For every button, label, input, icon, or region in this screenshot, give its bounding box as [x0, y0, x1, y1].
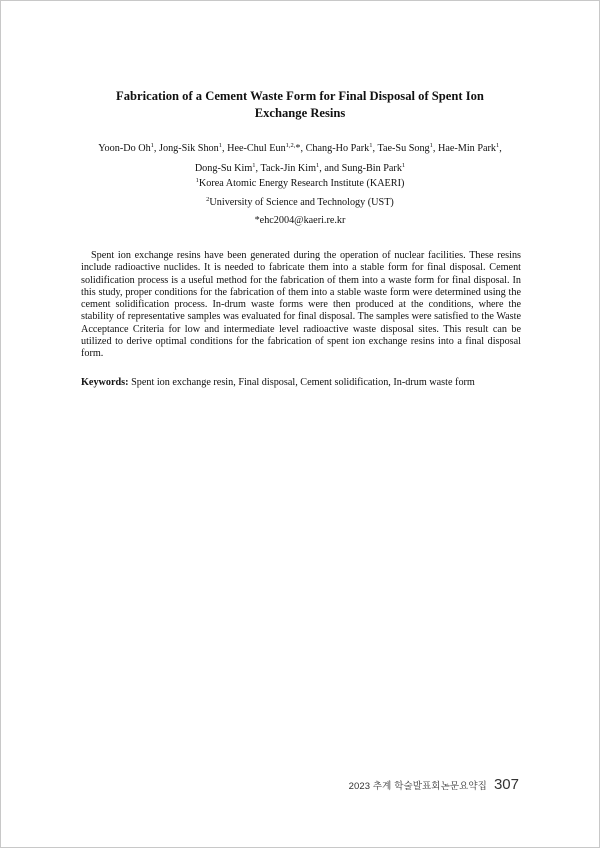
- keywords-text: Spent ion exchange resin, Final disposal, Cement solidification, In-drum waste form: [131, 377, 475, 388]
- author: Chang-Ho Park$^1$,: [305, 142, 378, 154]
- keywords: [81, 377, 521, 389]
- page-number: 307: [493, 776, 519, 793]
- paper-title: Fabrication of a Cement Waste Form for Final Disposal of Spent Ion Exchange Resins: [116, 89, 484, 120]
- page-footer: [349, 776, 519, 793]
- author: Jong-Sik Shon$^1$,: [159, 142, 228, 154]
- corresponding-email: *ehc2004@kaeri.re.kr: [254, 215, 346, 226]
- author: Yoon-Do Oh$^1$,: [98, 142, 160, 154]
- affiliation-2: $^2$University of Science and Technology (UST): [206, 196, 394, 208]
- abstract: Spent ion exchange resins have been generated during the operation of nuclear facilities. These resins include radioactive nuclides. It is needed to fabricate them into a stable form for final disposal. Cement solidification process is a useful method for the fabrication of them into a waste form for final disposal. In this study, proper conditions for the fabrication of them into a stable waste form were determined using the cement solidification process. In-drum waste forms were then produced at the conditions, where the stability of representative samples was evaluated for final disposal. The samples were satisfied to the Waste Acceptance Criteria for low and intermediate level radioactive waste disposal sites. This result can be utilized to derive optimal conditions for the fabrication of spent ion exchange resins into a final disposal form.: [81, 250, 521, 360]
- author: Tack-Jin Kim$^1$, and: [260, 162, 342, 174]
- author: Tae-Su Song$^1$,: [377, 142, 438, 154]
- author-list: [70, 139, 530, 179]
- affiliation-1: $^1$Korea Atomic Energy Research Institute (KAERI): [195, 177, 405, 189]
- author: Sung-Bin Park$^1$: [341, 162, 406, 174]
- corresponding-author: Hee-Chul Eun$^{1,2,}$*,: [227, 142, 306, 154]
- proceedings-title: 2023 추계 학술발표회논문요약집: [348, 781, 487, 792]
- keywords-label: Keywords:: [81, 377, 129, 388]
- author: Dong-Su Kim$^1$,: [194, 162, 261, 174]
- author: Hae-Min Park$^1$,: [438, 142, 502, 154]
